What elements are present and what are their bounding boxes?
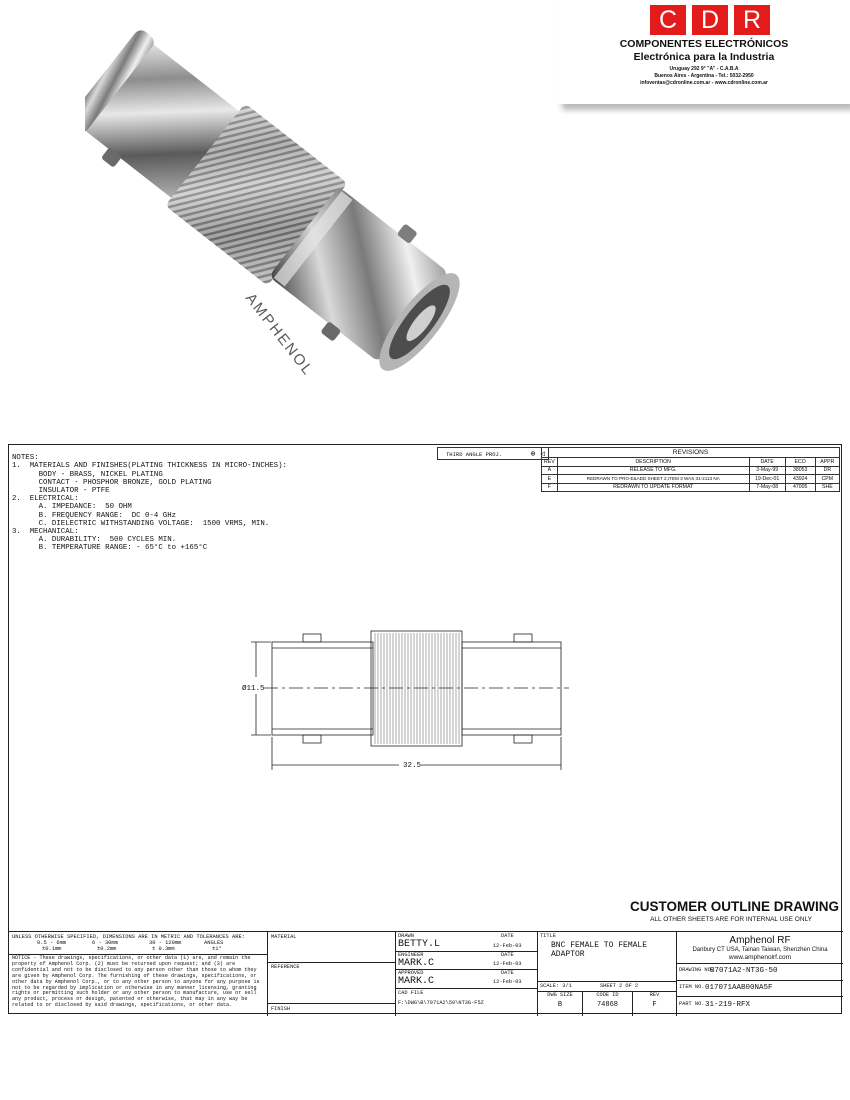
title-block (9, 931, 843, 1015)
approvals-cell (396, 932, 538, 1016)
rev-cell: CPM (815, 475, 839, 484)
drawing-no-label: DRAWING NO. (679, 967, 714, 973)
note-line: CONTACT - PHOSPHOR BRONZE, GOLD PLATING (12, 478, 212, 487)
cdr-logo (650, 5, 770, 35)
engineer-date-label: DATE (501, 952, 514, 958)
tolerance-header: UNLESS OTHERWISE SPECIFIED, DIMENSIONS ARE IN METRIC AND TOLERANCES ARE: (12, 934, 245, 940)
diameter-dimension: Ø11.5 (242, 685, 265, 693)
note-line: INSULATOR - PTFE (12, 487, 110, 496)
note-line: 1. MATERIALS AND FINISHES(PLATING THICKNESS IN MICRO-INCHES): (12, 462, 287, 471)
part-no-label: PART NO. (679, 1001, 705, 1007)
rev-cell: 7-May-08 (749, 483, 785, 492)
finish-label: FINISH (271, 1006, 291, 1012)
cdr-letter: D (692, 5, 728, 35)
code-id: 74868 (596, 1001, 618, 1009)
rev-cell: 38053 (785, 466, 815, 475)
company-locations: Danbury CT USA, Tainan Taiwan, Shenzhen China (692, 947, 828, 953)
engineer-label: ENGINEER (398, 952, 424, 958)
dwg-size-label: DWG SIZE (547, 992, 573, 998)
rev-cell: RELEASE TO MFG. (557, 466, 749, 475)
approved-date: 12-Feb-03 (493, 979, 522, 985)
adaptor-photo (85, 8, 475, 413)
rev-cell: E (542, 475, 558, 484)
drawn-by: BETTY.L (398, 939, 441, 950)
tolerance-notice-cell (9, 932, 268, 1016)
projection-label: THIRD ANGLE PROJ. (446, 451, 503, 458)
note-line: C. DIELECTRIC WITHSTANDING VOLTAGE: 1500 VRMS, MIN. (12, 519, 270, 528)
rev-col-header: APPR (815, 458, 839, 467)
item-no: 017071AAB00NA5F (705, 984, 773, 992)
cdr-letter: C (650, 5, 686, 35)
rev-cell: 43924 (785, 475, 815, 484)
rev-cell: REDRAWN TO UPDATE FORMAT (557, 483, 749, 492)
tol-value: ±0.1mm (42, 946, 62, 952)
note-line: A. DURABILITY: 500 CYCLES MIN. (12, 536, 177, 545)
company-name: Amphenol RF (729, 935, 791, 946)
tol-range: 6 - 30mm (92, 940, 118, 946)
dwg-size-cell (538, 991, 583, 1016)
approved-date-label: DATE (501, 970, 514, 976)
drawn-date-label: DATE (501, 933, 514, 939)
rev-col-header: DESCRIPTION (557, 458, 749, 467)
approved-by: MARK.C (398, 976, 435, 987)
rev-cell-block (633, 991, 676, 1016)
tol-value: ± 0.3mm (152, 946, 175, 952)
note-line: NOTES: (12, 454, 39, 463)
code-id-label: CODE ID (596, 992, 619, 998)
rev-cell: DR (815, 466, 839, 475)
reference-label: REFERENCE (271, 964, 300, 970)
sheet-number: SHEET 2 OF 2 (600, 983, 639, 989)
rev-col-header: ECO (785, 458, 815, 467)
rev-cell: 19-Dec-01 (749, 475, 785, 484)
note-line: B. FREQUENCY RANGE: DC 0-4 GHz (12, 511, 177, 520)
rev-col-header: REV (542, 458, 558, 467)
material-cell (268, 932, 396, 1016)
outline-subtitle: ALL OTHER SHEETS ARE FOR INTERNAL USE ONLY (650, 916, 812, 923)
rev-value: F (652, 1001, 657, 1009)
cad-file-label: CAD FILE (398, 990, 424, 996)
drawing-no: B7071A2-NT3G-50 (710, 967, 778, 975)
cdr-address-city: Buenos Aires - Argentina - Tel.: 5032-2950 (654, 73, 754, 79)
title-label: TITLE (540, 933, 556, 939)
cdr-tagline: Electrónica para la Industria (633, 51, 775, 63)
rev-cell: A (542, 466, 558, 475)
title-line-2: ADAPTOR (551, 950, 585, 959)
rev-label: REV (649, 992, 660, 998)
tol-range: ANGLES (204, 940, 224, 946)
item-no-label: ITEM NO. (679, 984, 705, 990)
third-angle-projection-icon: ⊕ ◁ (530, 450, 545, 459)
cdr-letter: R (734, 5, 770, 35)
rev-col-header: DATE (749, 458, 785, 467)
photo-brand-marking: AMPHENOL (241, 289, 317, 380)
tolerance-values (9, 946, 267, 952)
company-website: www.amphenolrf.com (728, 954, 792, 961)
material-label: MATERIAL (271, 934, 297, 940)
note-line: 3. MECHANICAL: (12, 528, 79, 537)
tol-range: 30 - 120mm (149, 940, 182, 946)
engineer-date: 12-Feb-03 (493, 961, 522, 967)
approved-label: APPROVED (398, 970, 424, 976)
rev-cell: 47005 (785, 483, 815, 492)
tol-value: ±1° (212, 946, 222, 952)
cdr-address: Uruguay 292 9° "A" - C.A.B.A (669, 66, 739, 72)
revisions-title: REVISIONS (542, 448, 840, 458)
cad-file-path: F:\DWG\B\7071A2\50\NT3G-F5Z (398, 1000, 484, 1006)
note-line: 2. ELECTRICAL: (12, 495, 79, 504)
note-line: BODY - BRASS, NICKEL PLATING (12, 470, 163, 479)
note-line: B. TEMPERATURE RANGE: - 65°C to +165°C (12, 544, 208, 553)
note-line: A. IMPEDANCE: 50 OHM (12, 503, 132, 512)
title-line-1: BNC FEMALE TO FEMALE (551, 941, 648, 950)
dwg-size: B (557, 1001, 563, 1009)
rev-cell: SHE (815, 483, 839, 492)
part-no: 31-219-RFX (705, 1001, 751, 1009)
drawn-label: DRAWN (398, 933, 414, 939)
tol-range: 0.5 - 6mm (37, 940, 67, 946)
length-dimension: 32.5 (403, 762, 422, 770)
company-cell (677, 932, 843, 1016)
rev-cell: 3-May-99 (749, 466, 785, 475)
cdr-company-name: COMPONENTES ELECTRÓNICOS (619, 38, 789, 50)
scale: SCALE: 3/1 (540, 983, 572, 989)
tol-value: ±0.2mm (97, 946, 117, 952)
notice-text: NOTICE - These drawings, specifications, or other data (1) are, and remain the property of Amphenol Corp. (2) must be returned upon request; and (3) are confidential and not to be disclosed to any person other than those to whom they are given by Amphenol Corp. The furnishing of these drawings, specifications, or other data by Amphenol Corp., or to any other person to anyone for any purpose is not to be regarded by implication or otherwise in any manner licensing, granting rights or permitting such holder or any other person to manufacture, use or sell any product, process or design, patented or otherwise, that may in any way be related to or disclosed by said drawings, specifications, or other data. (12, 955, 260, 1009)
title-cell (538, 932, 677, 1016)
rev-cell: REDRAWN TO PRO-E&ADD SHEET 2,ITEM 3 WAS 31-2113 NA (557, 475, 749, 484)
outline-title: CUSTOMER OUTLINE DRAWING (630, 899, 839, 914)
outline-drawing (9, 445, 843, 1015)
rev-cell: F (542, 483, 558, 492)
drawing-sheet (8, 444, 842, 1014)
cdr-logo-card (558, 0, 850, 104)
engineer-name: MARK.C (398, 958, 435, 969)
code-id-cell (583, 991, 633, 1016)
drawn-date: 12-Feb-03 (493, 943, 522, 949)
cdr-contact: infoventas@cdronline.com.ar - www.cdronline.com.ar (640, 80, 768, 86)
